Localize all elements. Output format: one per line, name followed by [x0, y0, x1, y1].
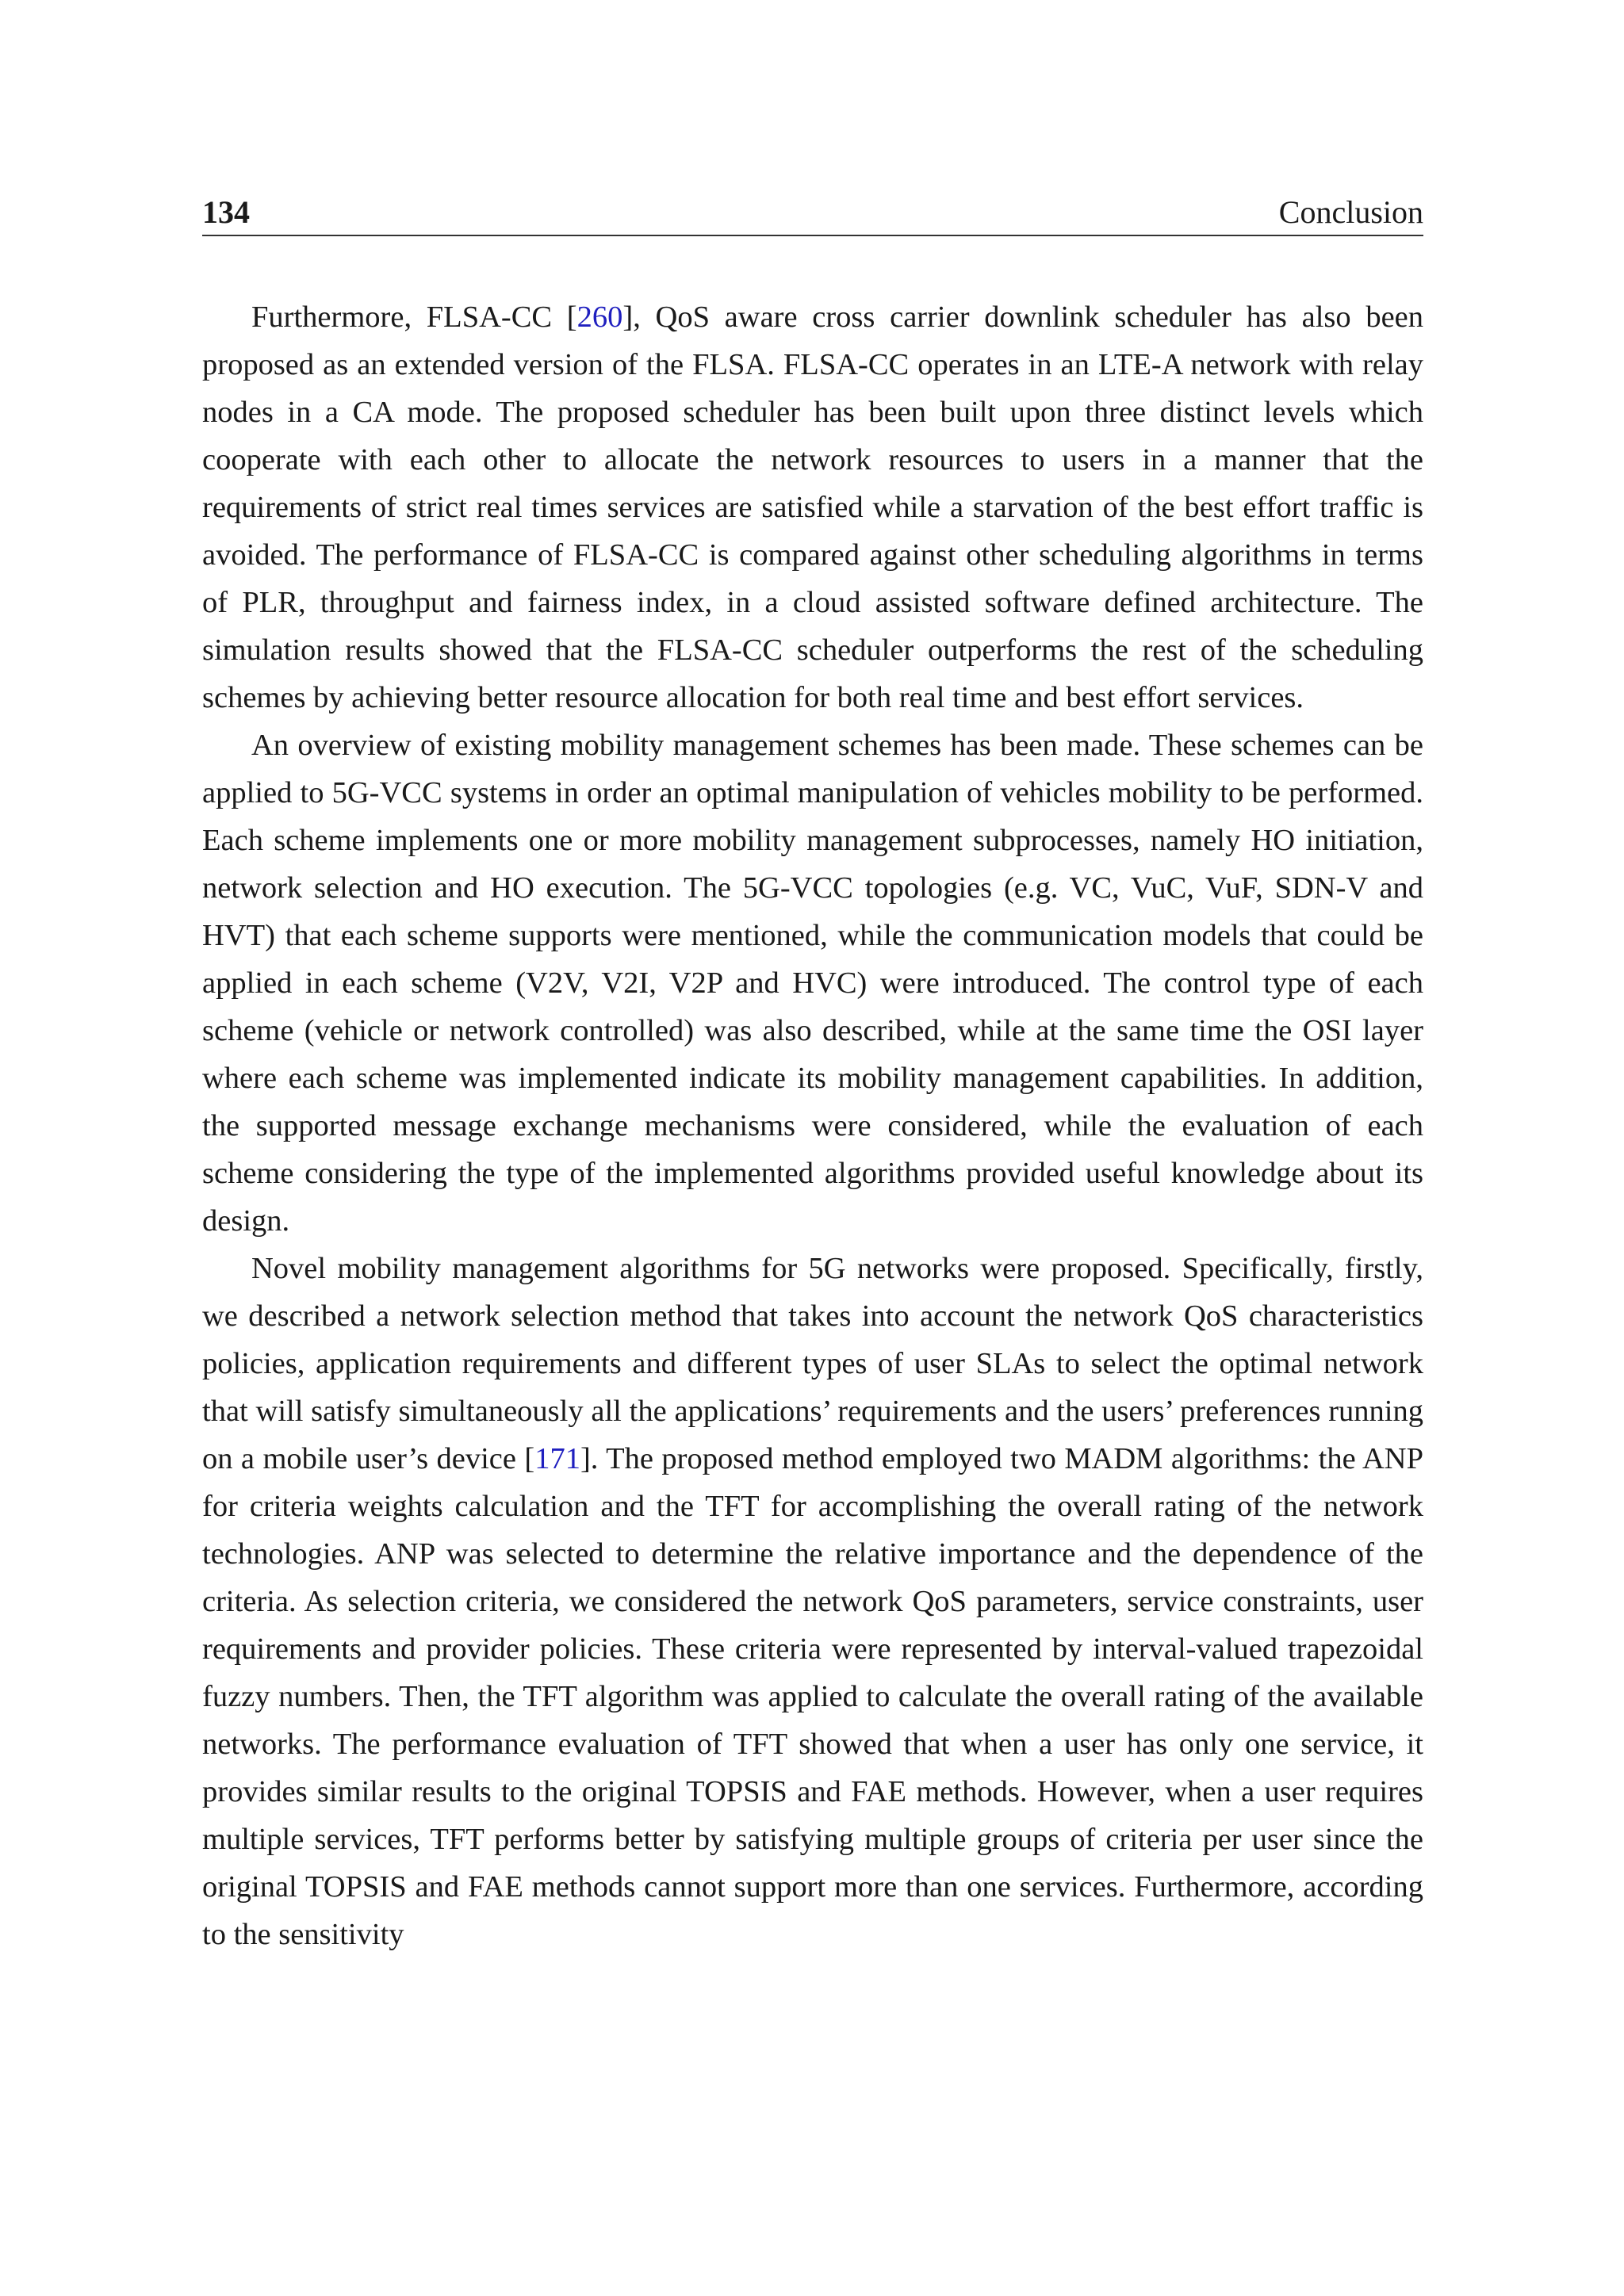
- paragraph-3: [202, 1245, 1423, 1958]
- section-title: Conclusion: [1278, 194, 1423, 230]
- text-run: ], QoS aware cross carrier downlink scheduler has also been proposed as an extended version of the FLSA. FLSA-CC operates in an LTE-A network with relay nodes in a CA mode. The proposed scheduler has been built upon three distinct levels which cooperate with each other to allocate the network resources to users in a manner that the requirements of strict real times services are satisfied while a starvation of the best effort traffic is avoided. The performance of FLSA-CC is compared against other scheduling algorithms in terms of PLR, throughput and fairness index, in a cloud assisted software defined architecture. The simulation results showed that the FLSA-CC scheduler outperforms the rest of the scheduling schemes by achieving better resource allocation for both real time and best effort services.: [202, 300, 1424, 714]
- text-run: An overview of existing mobility management schemes has been made. These schemes can be applied to 5G-VCC systems in order an optimal manipulation of vehicles mobility to be performed. Each scheme implements one or more mobility management subprocesses, namely HO initiation, network selection and HO execution. The 5G-VCC topologies (e.g. VC, VuC, VuF, SDN-V and HVT) that each scheme supports were mentioned, while the communication models that could be applied in each scheme (V2V, V2I, V2P and HVC) were introduced. The control type of each scheme (vehicle or network controlled) was also described, while at the same time the OSI layer where each scheme was implemented indicate its mobility management capabilities. In addition, the supported message exchange mechanisms were considered, while the evaluation of each scheme considering the type of the implemented algorithms provided useful knowledge about its design.: [202, 729, 1423, 1238]
- text-run: Furthermore, FLSA-CC [: [251, 300, 577, 334]
- citation-link[interactable]: 260: [576, 300, 623, 334]
- body-text: [202, 293, 1423, 1958]
- running-header: [202, 194, 1423, 236]
- paragraph-2: [202, 721, 1423, 1245]
- citation-link[interactable]: 171: [534, 1442, 580, 1475]
- text-run: ]. The proposed method employed two MADM algorithms: the ANP for criteria weights calculation and the TFT for accomplishing the overall rating of the network technologies. ANP was selected to determine the relative importance and the dependence of the criteria. As selection criteria, we considered the network QoS parameters, service constraints, user requirements and provider policies. These criteria were represented by interval-valued trapezoidal fuzzy numbers. Then, the TFT algorithm was applied to calculate the overall rating of the available networks. The performance evaluation of TFT showed that when a user has only one service, it provides similar results to the original TOPSIS and FAE methods. However, when a user requires multiple services, TFT performs better by satisfying multiple groups of criteria per user since the original TOPSIS and FAE methods cannot support more than one services. Furthermore, according to the sensitivity: [202, 1442, 1423, 1951]
- paragraph-1: [202, 293, 1423, 721]
- text-run: Novel mobility management algorithms for 5G networks were proposed. Specifically, firstly, we described a network selection method that takes into account the network QoS characteristics policies, application requirements and different types of user SLAs to select the optimal network that will satisfy simultaneously all the applications’ requirements and the users’ preferences running on a mobile user’s device [: [202, 1252, 1423, 1475]
- page-number: 134: [202, 194, 250, 230]
